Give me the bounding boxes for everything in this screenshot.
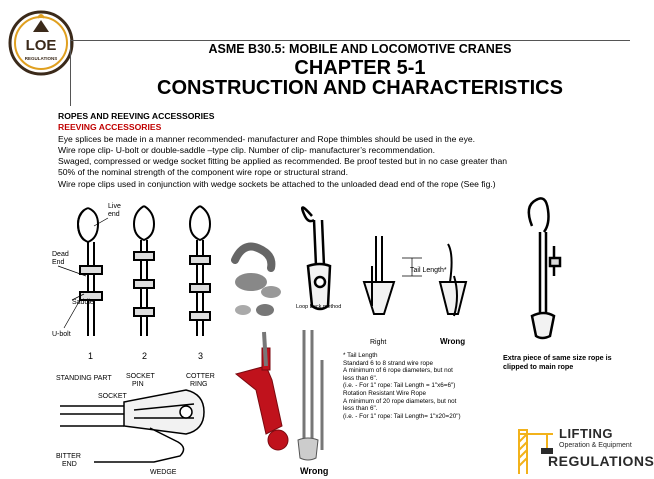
label-wedge: WEDGE (150, 469, 177, 476)
label-socket-pin-1: SOCKET (126, 373, 155, 380)
brand-regulations: REGULATIONS (548, 453, 654, 469)
label-u-bolt: U-bolt (52, 331, 71, 338)
extra-piece-note: Extra piece of same size rope is clipped to main rope (503, 353, 612, 371)
tail-note-min-6: A minimum of 6 rope diameters, but not (343, 367, 453, 375)
label-wrong-red: Wrong (300, 466, 329, 476)
label-wrong-tail: Wrong (440, 337, 466, 346)
brand-lifting: LIFTING (559, 426, 614, 441)
chapter-title: CHAPTER 5-1 (294, 57, 426, 79)
label-bitter-end-2: END (62, 461, 77, 468)
paragraph-clips: Wire rope clip- U-bolt or double-saddle –type clip. Number of clip- manufacturer’s recommendation. (58, 144, 436, 155)
tail-length-notes (343, 352, 483, 420)
tail-note-less-than-1: less than 6". (343, 374, 378, 382)
extra-piece-figure (510, 196, 580, 346)
header-divider (70, 40, 630, 41)
label-dead-end-2: End (52, 259, 65, 266)
page-title: CONSTRUCTION AND CHARACTERISTICS (157, 77, 563, 99)
standard-subtitle: ASME B30.5: MOBILE AND LOCOMOTIVE CRANES (208, 42, 512, 56)
label-cotter-1: COTTER (186, 373, 215, 380)
clip-number-1: 1 (88, 351, 94, 361)
tail-note-heading: * Tail Length (343, 352, 378, 359)
tail-note-example-1: (i.e. - For 1" rope: Tail Length = 1"x6=6") (343, 382, 456, 390)
label-standing-part: STANDING PART (56, 375, 112, 382)
brand-operation: Operation & Equipment (559, 442, 632, 449)
label-saddle: Saddle (72, 299, 94, 306)
tail-note-example-2: (i.e. - For 1" rope: Tail Length= 1"x20=20") (343, 412, 461, 420)
label-bitter-end-1: BITTER (56, 453, 81, 460)
label-cotter-2: RING (190, 381, 208, 388)
body-text (58, 111, 630, 190)
tail-note-less-than-2: less than 6". (343, 405, 378, 413)
wire-rope-clip-figure (50, 196, 225, 366)
tail-length-figure (350, 236, 480, 346)
label-socket: SOCKET (98, 393, 127, 400)
label-loop-back: Loop back method (296, 304, 342, 310)
section-heading: ROPES AND REEVING ACCESSORIES (58, 111, 215, 121)
label-right: Right (370, 339, 387, 346)
paragraph-eye-splices: Eye splices be made in a manner recommended- manufacturer and Rope thimbles should be used in the eye. (58, 133, 476, 144)
logo-wordmark: LOE (25, 37, 57, 54)
label-socket-pin-2: PIN (132, 381, 144, 388)
header-side-divider (70, 40, 71, 106)
paragraph-swaged-2: 50% of the nominal strength of the component wire rope or structural strand. (58, 167, 348, 178)
label-live-end-1: Live (108, 203, 121, 210)
wedge-socket-figure (54, 366, 226, 478)
clip-number-3: 3 (198, 351, 204, 361)
paragraph-swaged-1: Swaged, compressed or wedge socket fitting be applied as recommended. Be proof tested but in no case greater than (58, 156, 508, 167)
logo-subtext: REGULATIONS (24, 56, 58, 61)
tail-note-min-20: A minimum of 20 rope diameters, but not (343, 397, 457, 405)
paragraph-wedge-sockets: Wire rope clips used in conjunction with wedge sockets be attached to the unloaded dead end of the rope (See fig.) (58, 178, 496, 189)
clip-number-2: 2 (142, 351, 148, 361)
label-live-end-2: end (108, 211, 120, 218)
tail-note-rotation: Rotation Resistant Wire Rope (343, 389, 426, 397)
label-tail-length: Tail Length* (410, 267, 447, 274)
label-dead-end-1: Dead (52, 251, 69, 258)
company-logo (8, 10, 74, 76)
subsection-heading: REEVING ACCESSORIES (58, 122, 162, 133)
red-wedge-socket-figure (226, 330, 344, 478)
clip-parts-photo (225, 230, 293, 330)
loop-back-figure (294, 196, 350, 346)
tail-note-standard: Standard 6 to 8 strand wire rope (343, 359, 433, 367)
